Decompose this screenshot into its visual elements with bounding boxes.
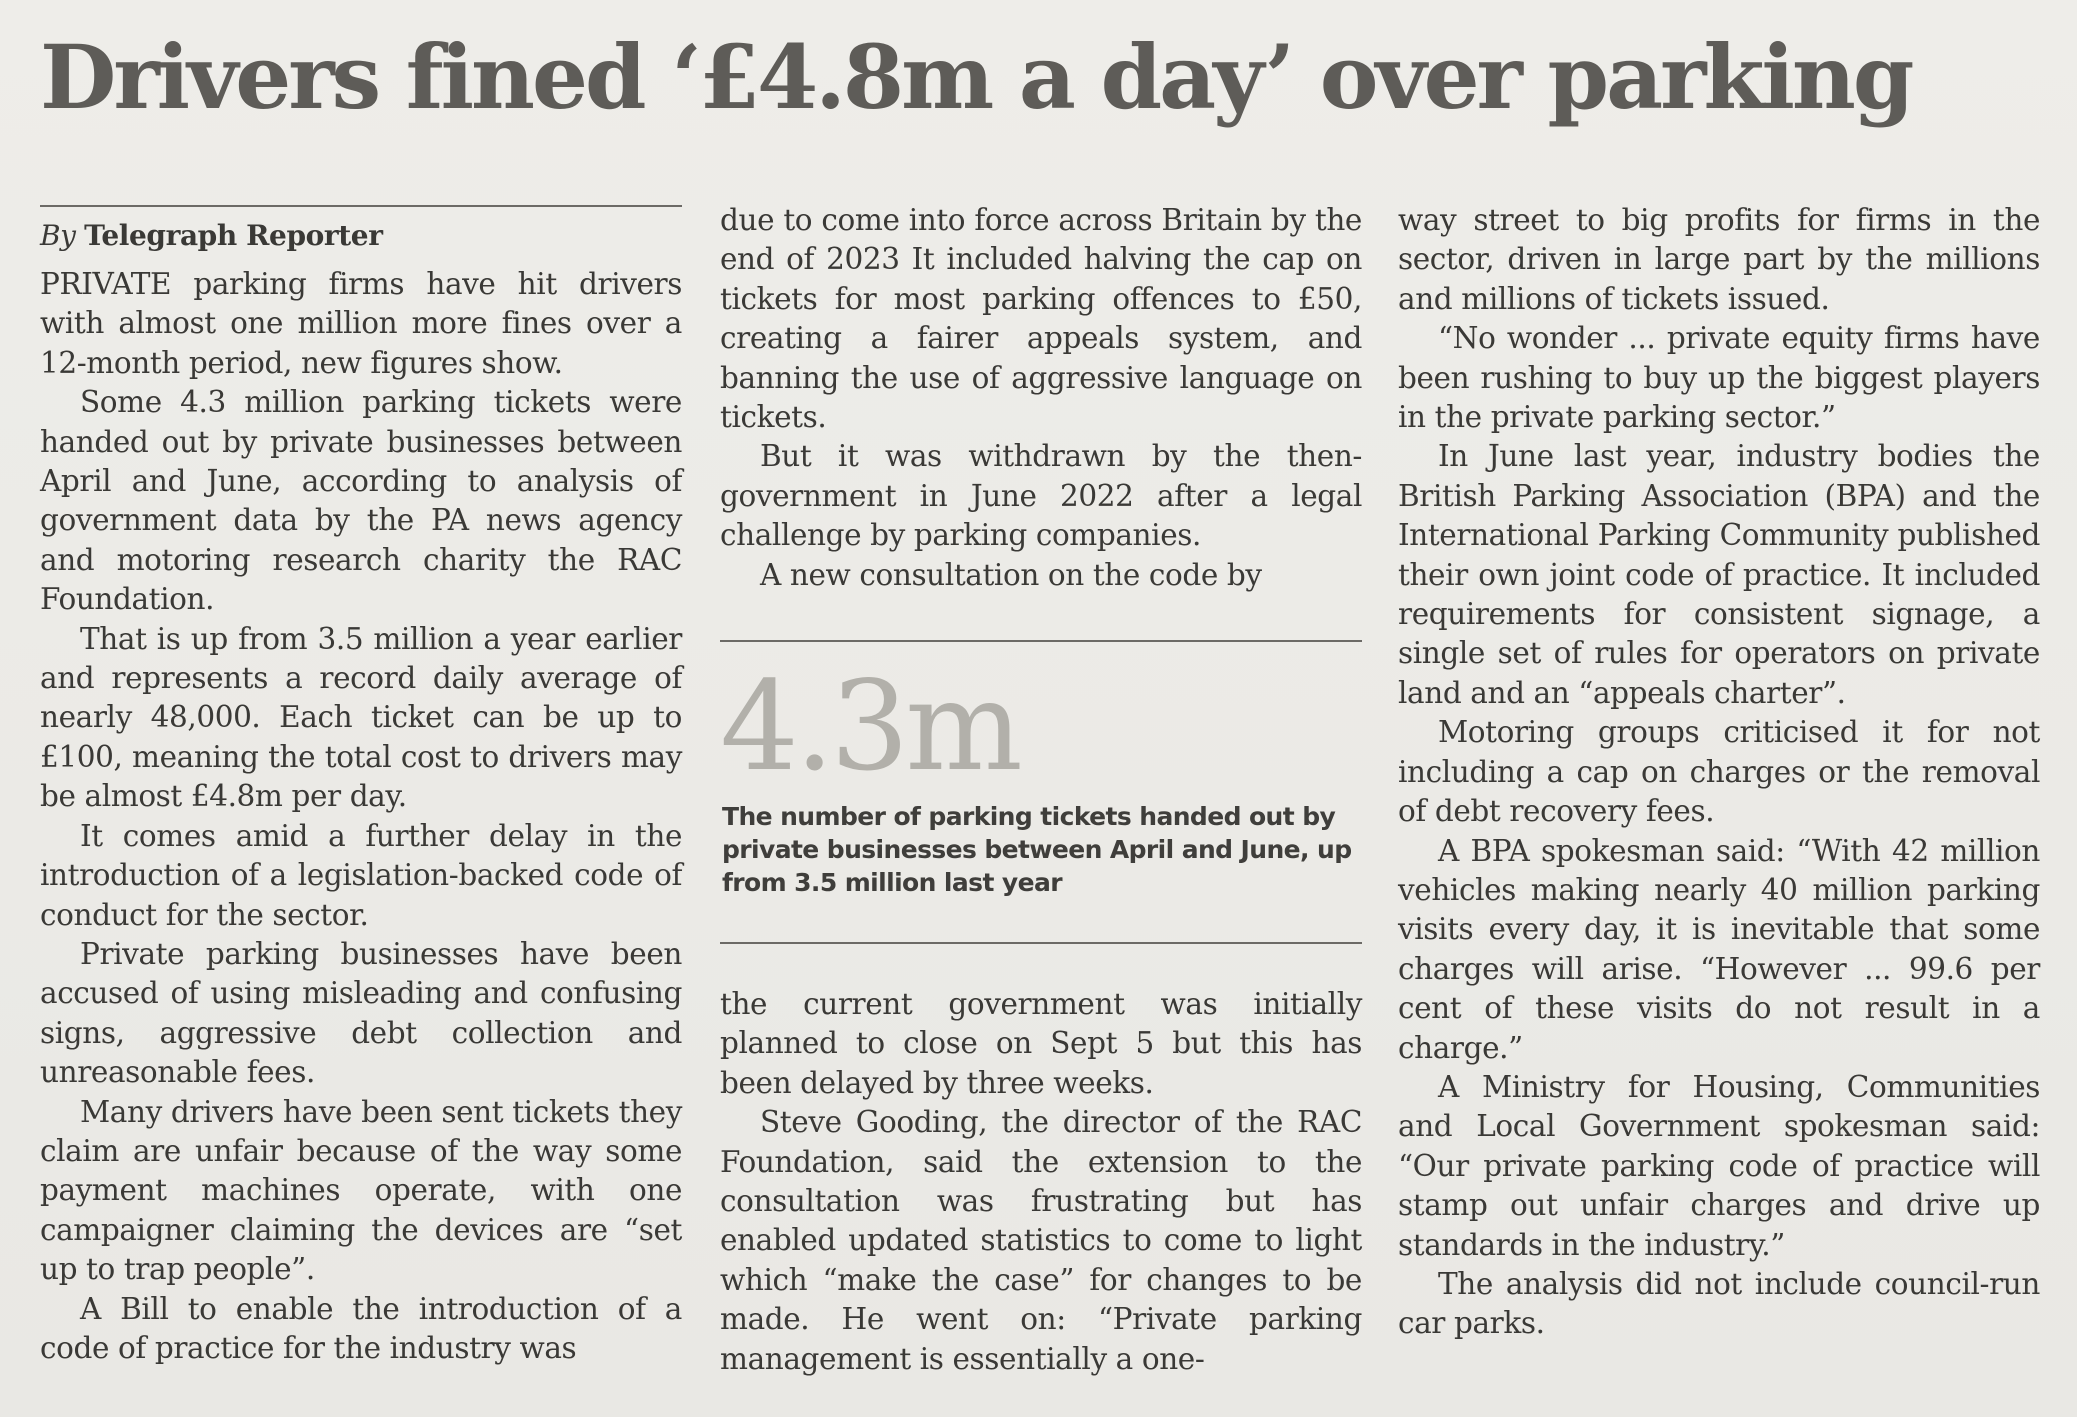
- paragraph: the current government was initially planned to close on Sept 5 but this has been delayed by three weeks.: [720, 987, 1362, 1100]
- paragraph: PRIVATE parking firms have hit drivers with almost one million more fines over a 12-month period, new figures show.: [40, 267, 682, 380]
- paragraph: Private parking businesses have been accused of using misleading and confusing signs, aggressive debt collection and unreasonable fees.: [40, 936, 682, 1090]
- byline-prefix: By: [40, 219, 76, 252]
- paragraph: A BPA spokesman said: “With 42 million vehicles making nearly 40 million parking visits every day, it is inevitable that some charges will arise. “However ... 99.6 per cent of these visits do not result in a charge.”: [1398, 833, 2040, 1065]
- paragraph: Many drivers have been sent tickets they claim are unfair because of the way some payment machines operate, with one campaigner claiming the devices are “set up to trap people”.: [40, 1094, 682, 1287]
- article-column-2-top: [720, 201, 1362, 595]
- paragraph: In June last year, industry bodies the British Parking Association (BPA) and the International Parking Community published their own joint code of practice. It included requirements for consistent signage, a single set of rules for operators on private land and an “appeals charter”.: [1398, 439, 2040, 710]
- paragraph: That is up from 3.5 million a year earlier and represents a record daily average of nearly 48,000. Each ticket can be up to £100, meaning the total cost to drivers may be almost £4.8m per day.: [40, 621, 682, 814]
- byline: [40, 207, 682, 265]
- pull-quote-figure: 4.3m: [720, 655, 1019, 799]
- article-column-2-bottom: [720, 985, 1362, 1379]
- paragraph: It comes amid a further delay in the introduction of a legislation-backed code of conduct for the sector.: [40, 818, 682, 932]
- pull-quote-bottom-rule: [720, 942, 1362, 944]
- headline: Drivers fined ‘£4.8m a day’ over parking: [40, 25, 1912, 129]
- pull-quote-top-rule: [720, 640, 1362, 642]
- paragraph: The analysis did not include council-run car parks.: [1398, 1266, 2040, 1341]
- paragraph: due to come into force across Britain by the end of 2023 It included halving the cap on tickets for most parking offences to £50, creating a fairer appeals system, and banning the use of aggressive language on tickets.: [720, 203, 1362, 435]
- paragraph: A Ministry for Housing, Communities and Local Government spokesman said: “Our private parking code of practice will stamp out unfair charges and drive up standards in the industry.”: [1398, 1069, 2040, 1262]
- paragraph: But it was withdrawn by the then-government in June 2022 after a legal challenge by parking companies.: [720, 439, 1362, 553]
- paragraph: A Bill to enable the introduction of a code of practice for the industry was: [40, 1291, 682, 1365]
- paragraph: Some 4.3 million parking tickets were handed out by private businesses between April and June, according to analysis of government data by the PA news agency and motoring research charity the RAC Foundation.: [40, 385, 682, 617]
- paragraph: “No wonder ... private equity firms have been rushing to buy up the biggest players in the private parking sector.”: [1398, 321, 2040, 435]
- paragraph: Motoring groups criticised it for not including a cap on charges or the removal of debt recovery fees.: [1398, 715, 2040, 829]
- paragraph: Steve Gooding, the director of the RAC Foundation, said the extension to the consultation was frustrating but has enabled updated statistics to come to light which “make the case” for changes to be made. He went on: “Private parking management is essentially a one-: [720, 1105, 1362, 1376]
- pull-quote: [720, 640, 1362, 945]
- pull-quote-caption: The number of parking tickets handed out by private businesses between April and June, up from 3.5 million last year: [722, 802, 1352, 897]
- paragraph: A new consultation on the code by: [760, 557, 1262, 592]
- article-column-3: [1398, 201, 2040, 1344]
- article-column-1: [40, 205, 682, 1368]
- byline-author: Telegraph Reporter: [84, 219, 383, 252]
- paragraph: way street to big profits for firms in the sector, driven in large part by the millions and millions of tickets issued.: [1398, 203, 2040, 316]
